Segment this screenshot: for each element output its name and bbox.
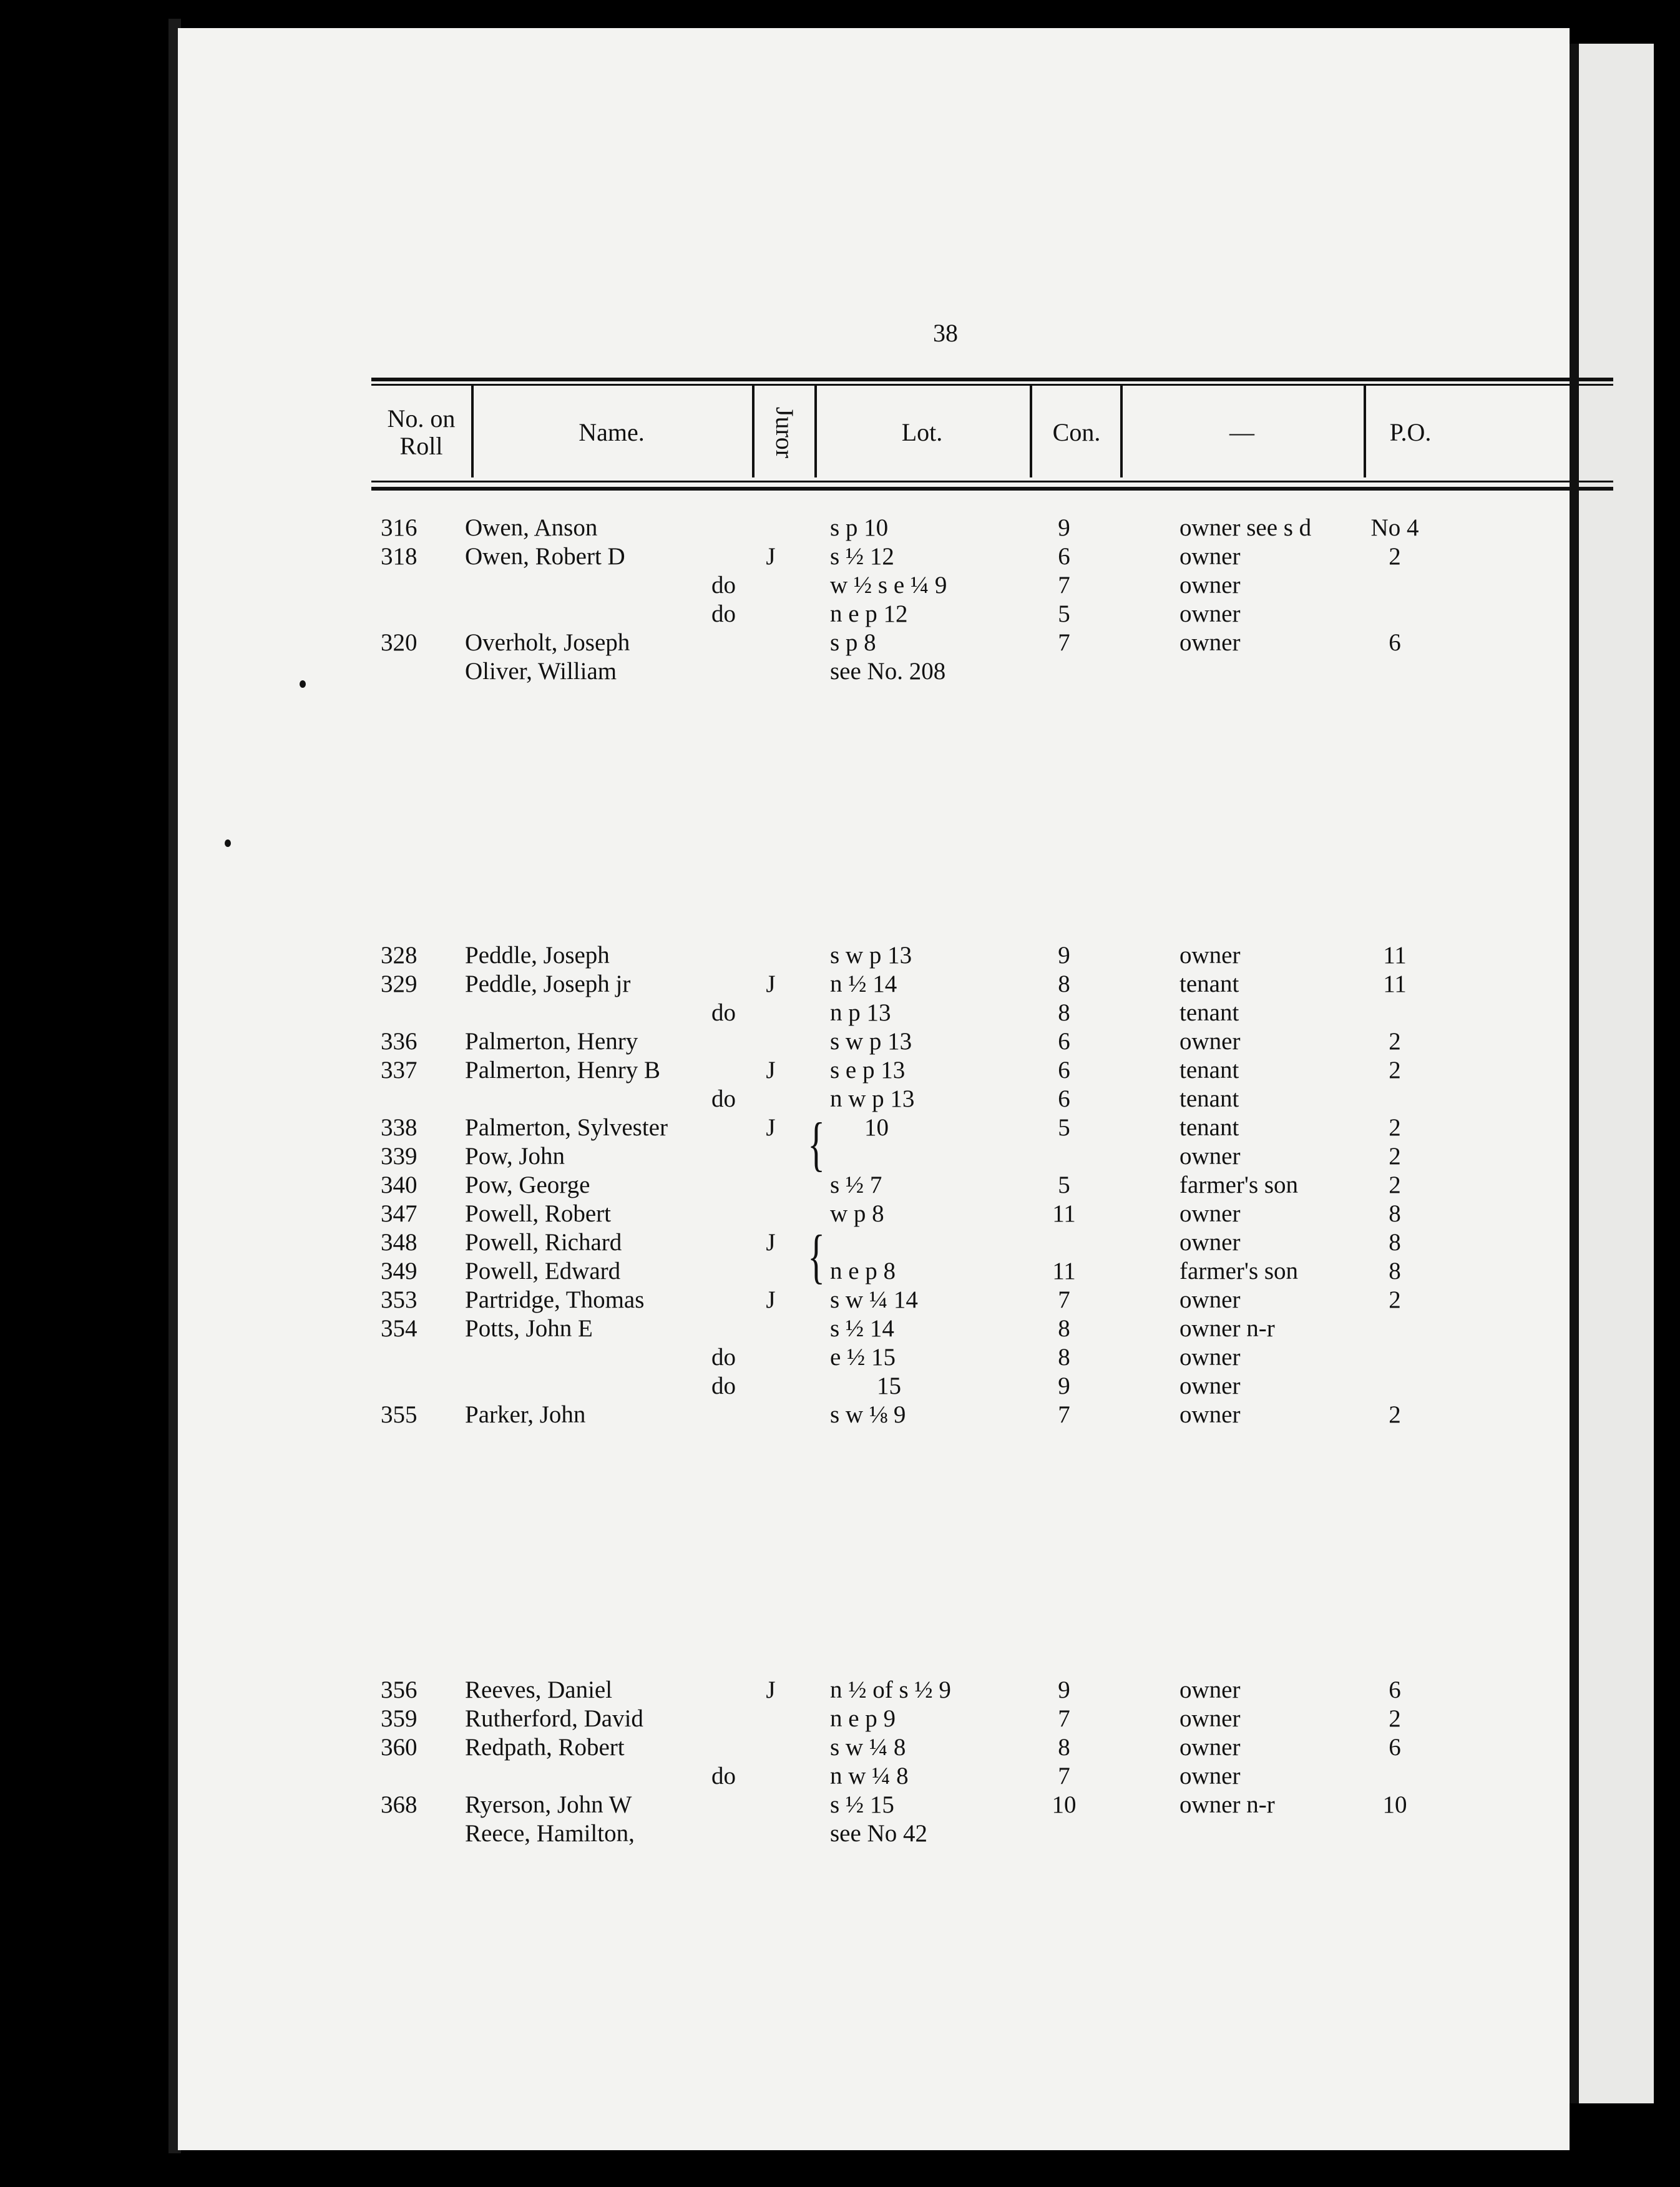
cell-no: 368 [381,1791,418,1818]
cell-name: Oliver, William [465,658,617,685]
cell-juror: J [766,543,776,570]
cell-con: 8 [1058,1734,1070,1761]
cell-no: 320 [381,629,418,656]
cell-lot: n e p 8 [830,1258,896,1284]
cell-status: owner [1179,1028,1241,1055]
cell-status: tenant [1179,971,1239,997]
cell-po: 2 [1389,1143,1401,1170]
table-row [178,941,1570,970]
cell-lot: s e p 13 [830,1057,906,1084]
cell-lot: e ½ 15 [830,1344,896,1371]
cell-juror: J [766,971,776,997]
cell-no: 354 [381,1315,418,1342]
table-row [178,1200,1570,1228]
table-row [178,1372,1570,1401]
cell-po: 2 [1389,1286,1401,1313]
cell-lot: s ½ 14 [830,1315,894,1342]
cell-po: 8 [1389,1258,1401,1284]
table-row [178,600,1570,629]
cell-juror: J [766,1676,776,1703]
cell-juror: J [766,1286,776,1313]
cell-status: farmer's son [1179,1172,1299,1198]
cell-con: 9 [1058,942,1070,969]
table-row [178,1819,1570,1848]
cell-status: owner [1179,1344,1241,1371]
cell-no: 340 [381,1172,418,1198]
cell-status: owner [1179,629,1241,656]
cell-con: 9 [1058,1676,1070,1703]
cell-lot: 15 [877,1372,901,1399]
cell-con: 5 [1058,1172,1070,1198]
cell-lot: s ½ 15 [830,1791,894,1818]
table-row [178,1762,1570,1791]
cell-po: 6 [1389,1734,1401,1761]
cell-po: 6 [1389,1676,1401,1703]
cell-con: 7 [1058,1286,1070,1313]
ink-speck [300,680,306,688]
cell-status: owner [1179,543,1241,570]
table-row [178,1171,1570,1200]
cell-status: tenant [1179,1085,1239,1112]
table-row [178,571,1570,600]
cell-lot: n p 13 [830,999,891,1026]
cell-status: owner [1179,1734,1241,1761]
cell-no: 339 [381,1143,418,1170]
header-lot: Lot. [901,418,943,446]
cell-con: 6 [1058,543,1070,570]
cell-status: owner [1179,1401,1241,1428]
cell-lot: s ½ 7 [830,1172,882,1198]
table-row [178,629,1570,657]
cell-con: 8 [1058,1344,1070,1371]
cell-no: 337 [381,1057,418,1084]
table-row [178,1113,1570,1142]
cell-name: Powell, Richard [465,1229,622,1256]
cell-lot: n w p 13 [830,1085,915,1112]
table-row [178,1791,1570,1819]
cell-no: 338 [381,1114,418,1141]
cell-name: Powell, Edward [465,1258,621,1284]
cell-no: 356 [381,1676,418,1703]
cell-lot: s p 8 [830,629,876,656]
cell-name: Pow, George [465,1172,590,1198]
cell-con: 8 [1058,1315,1070,1342]
cell-no: 359 [381,1705,418,1732]
table-row [178,514,1570,542]
cell-juror: J [766,1229,776,1256]
cell-name: Pow, John [465,1143,565,1170]
page-number: 38 [933,319,958,347]
cell-juror: J [766,1114,776,1141]
cell-status: owner [1179,1200,1241,1227]
cell-no: 316 [381,514,418,541]
table-row [178,542,1570,571]
cell-name: Owen, Robert D [465,543,625,570]
cell-lot: s w ¼ 8 [830,1734,906,1761]
cell-con: 11 [1052,1200,1076,1227]
cell-no: 329 [381,971,418,997]
cell-lot: n ½ 14 [830,971,897,997]
cell-lot: see No. 208 [830,658,946,685]
table-row [178,1401,1570,1429]
cell-lot: 10 [864,1114,889,1141]
cell-name: Partridge, Thomas [465,1286,645,1313]
cell-po: 6 [1389,629,1401,656]
header-con: Con. [1052,418,1101,446]
cell-con: 10 [1052,1791,1077,1818]
ink-speck [225,839,231,847]
cell-lot: n ½ of s ½ 9 [830,1676,951,1703]
cell-status: owner n-r [1179,1791,1275,1818]
cell-status: tenant [1179,1057,1239,1084]
table-row [178,1056,1570,1085]
cell-name: Palmerton, Henry B [465,1057,661,1084]
cell-name: Rutherford, David [465,1705,643,1732]
cell-name: do [711,1763,736,1789]
cell-con: 6 [1058,1028,1070,1055]
cell-po: 2 [1389,1401,1401,1428]
cell-name: do [711,1085,736,1112]
cell-con: 7 [1058,572,1070,599]
cell-lot: w ½ s e ¼ 9 [830,572,947,599]
table-row [178,970,1570,999]
cell-con: 5 [1058,600,1070,627]
cell-status: owner [1179,1229,1241,1256]
cell-no: 360 [381,1734,418,1761]
cell-con: 7 [1058,1401,1070,1428]
cell-po: 11 [1383,971,1407,997]
cell-name: do [711,572,736,599]
cell-lot: s ½ 12 [830,543,894,570]
cell-no: 318 [381,543,418,570]
table-row [178,1257,1570,1286]
cell-status: owner [1179,1763,1241,1789]
table-row [178,657,1570,686]
cell-po: 11 [1383,942,1407,969]
cell-name: Redpath, Robert [465,1734,625,1761]
table-row [178,1676,1570,1705]
table-row [178,1228,1570,1257]
header-name: Name. [579,418,645,446]
table-row [178,1705,1570,1733]
cell-con: 8 [1058,999,1070,1026]
cell-name: Potts, John E [465,1315,593,1342]
cell-name: do [711,999,736,1026]
cell-lot: s w ⅛ 9 [830,1401,906,1428]
cell-con: 9 [1058,1372,1070,1399]
cell-status: owner [1179,1676,1241,1703]
cell-po: 8 [1389,1229,1401,1256]
cell-no: 336 [381,1028,418,1055]
cell-name: Powell, Robert [465,1200,611,1227]
header-no-on-roll: No. on Roll [387,404,456,460]
cell-status: farmer's son [1179,1258,1299,1284]
cell-name: Palmerton, Sylvester [465,1114,668,1141]
cell-po: 2 [1389,1172,1401,1198]
cell-name: do [711,600,736,627]
register-page [178,28,1570,2150]
cell-name: Parker, John [465,1401,586,1428]
header-status: — [1229,418,1254,446]
cell-status: owner n-r [1179,1315,1275,1342]
cell-name: Peddle, Joseph [465,942,610,969]
cell-no: 347 [381,1200,418,1227]
cell-con: 7 [1058,1705,1070,1732]
cell-po: 10 [1382,1791,1407,1818]
cell-no: 355 [381,1401,418,1428]
binding-edge [1570,44,1579,2103]
brace-pow: { [808,1110,825,1177]
cell-con: 5 [1058,1114,1070,1141]
cell-con: 9 [1058,514,1070,541]
cell-status: owner [1179,600,1241,627]
cell-con: 7 [1058,629,1070,656]
cell-status: owner [1179,942,1241,969]
cell-con: 7 [1058,1763,1070,1789]
header-juror: Juror [771,406,799,458]
cell-no: 349 [381,1258,418,1284]
cell-po: 2 [1389,1057,1401,1084]
cell-no: 328 [381,942,418,969]
cell-lot: see No 42 [830,1820,927,1847]
cell-po: 2 [1389,1114,1401,1141]
cell-name: Peddle, Joseph jr [465,971,631,997]
table-row [178,1286,1570,1314]
cell-no: 353 [381,1286,418,1313]
table-row [178,1027,1570,1056]
cell-po: 8 [1389,1200,1401,1227]
cell-name: do [711,1372,736,1399]
cell-lot: w p 8 [830,1200,884,1227]
table-row [178,1142,1570,1171]
cell-status: owner [1179,1286,1241,1313]
brace-powell: { [808,1223,825,1289]
facing-page-strip [1579,44,1654,2103]
cell-name: Reeves, Daniel [465,1676,613,1703]
cell-po: 2 [1389,1705,1401,1732]
header-po: P.O. [1389,418,1432,446]
cell-status: owner see s d [1179,514,1312,541]
table-row [178,1085,1570,1113]
table-row [178,1314,1570,1343]
cell-lot: n e p 9 [830,1705,896,1732]
cell-con: 11 [1052,1258,1076,1284]
table-row [178,999,1570,1027]
cell-po: No 4 [1370,514,1419,541]
cell-lot: s p 10 [830,514,889,541]
cell-juror: J [766,1057,776,1084]
cell-no: 348 [381,1229,418,1256]
cell-name: Owen, Anson [465,514,598,541]
table-row [178,1343,1570,1372]
cell-con: 6 [1058,1057,1070,1084]
register-rows [178,28,1570,2150]
cell-name: Palmerton, Henry [465,1028,638,1055]
cell-status: owner [1179,1705,1241,1732]
cell-lot: s w p 13 [830,942,912,969]
cell-status: owner [1179,1143,1241,1170]
cell-status: owner [1179,1372,1241,1399]
cell-con: 6 [1058,1085,1070,1112]
cell-status: tenant [1179,1114,1239,1141]
cell-lot: n w ¼ 8 [830,1763,909,1789]
table-row [178,1733,1570,1762]
cell-lot: n e p 12 [830,600,908,627]
cell-po: 2 [1389,543,1401,570]
cell-po: 2 [1389,1028,1401,1055]
cell-name: Overholt, Joseph [465,629,630,656]
cell-status: tenant [1179,999,1239,1026]
cell-lot: s w p 13 [830,1028,912,1055]
cell-lot: s w ¼ 14 [830,1286,918,1313]
cell-name: Reece, Hamilton, [465,1820,635,1847]
cell-con: 8 [1058,971,1070,997]
cell-name: Ryerson, John W [465,1791,632,1818]
cell-name: do [711,1344,736,1371]
cell-status: owner [1179,572,1241,599]
